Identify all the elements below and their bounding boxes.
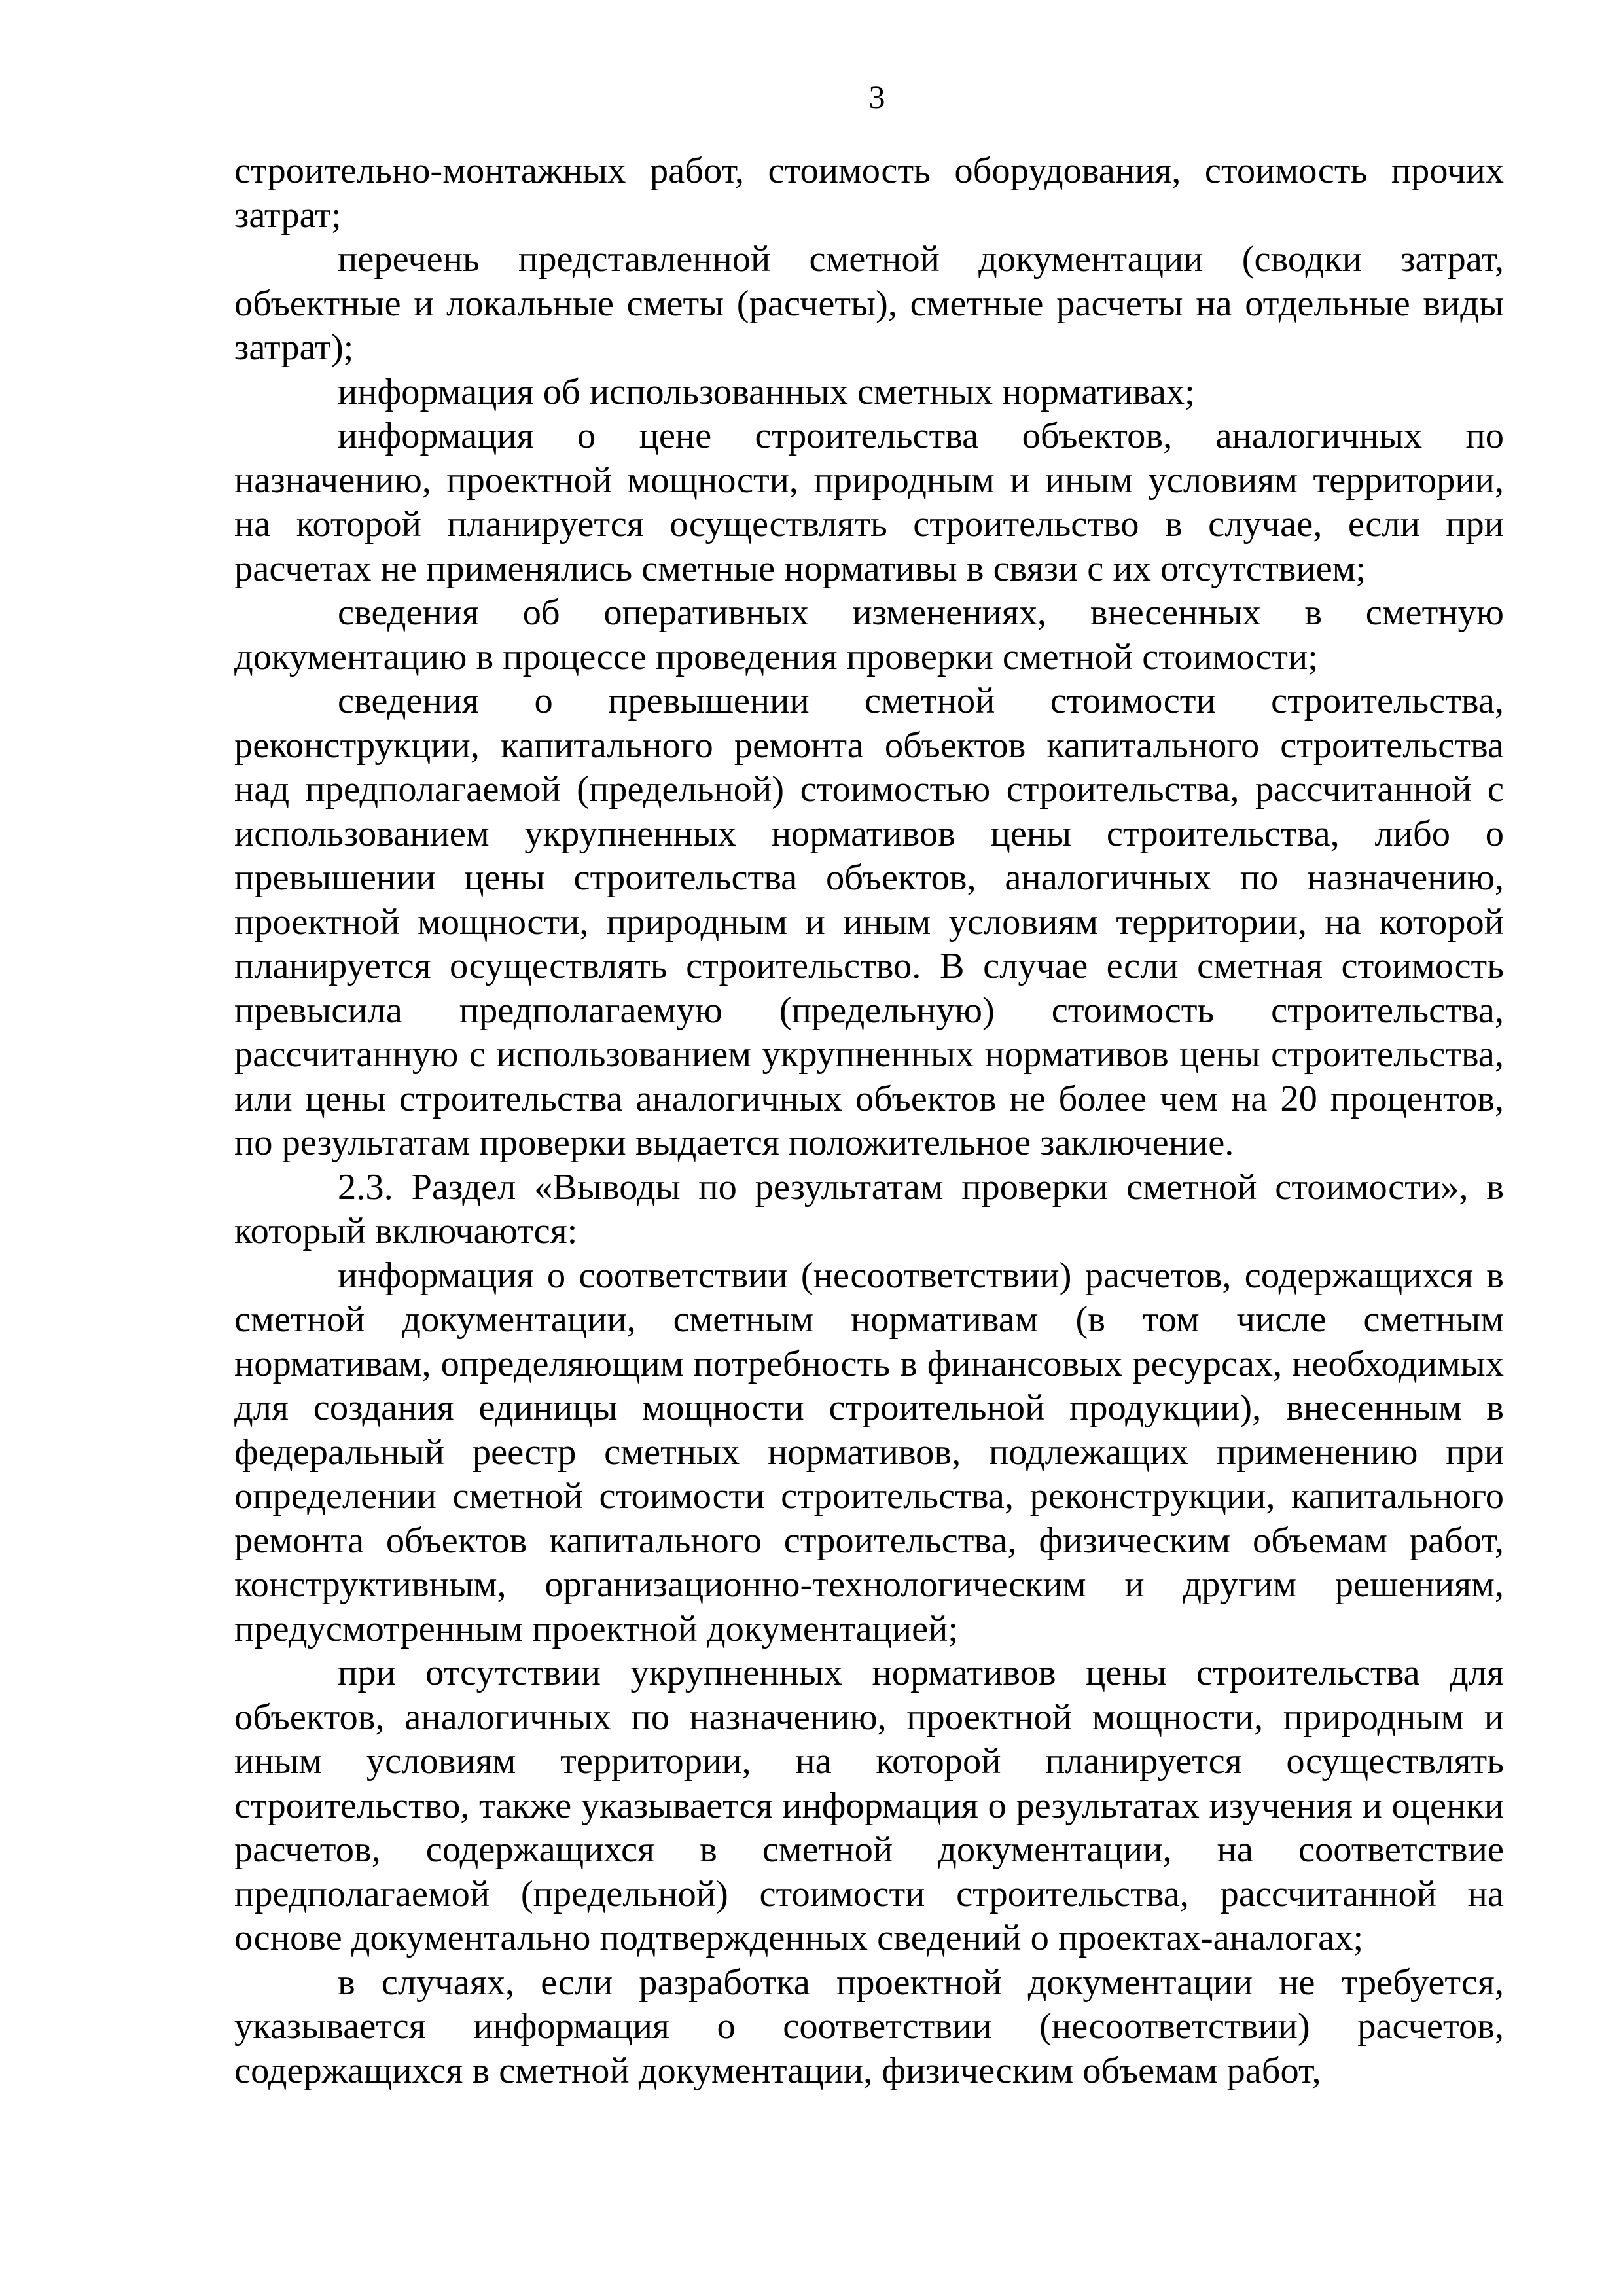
paragraph-continuation: строительно-монтажных работ, стоимость оборудования, стоимость прочих затрат; [234,151,1504,236]
paragraph: сведения об оперативных изменениях, внесенных в сметную документацию в процессе проведения проверки сметной стоимости; [234,592,1504,677]
paragraph: при отсутствии укрупненных нормативов цены строительства для объектов, аналогичных по назначению, проектной мощности, природным и иным условиям территории, на которой планируется осуществлять строительство, также указывается информация о результатах изучения и оценки расчетов, содержащихся в сметной документации, на соответствие предполагаемой (предельной) стоимости строительства, рассчитанной на основе документально подтвержденных сведений о проектах-аналогах; [234,1653,1504,1958]
page-number: 3 [868,79,885,115]
paragraph: информация о цене строительства объектов, аналогичных по назначению, проектной мощности, природным и иным условиям территории, на которой планируется осуществлять строительство в случае, если при расчетах не применялись сметные нормативы в связи с их отсутствием; [234,416,1504,589]
paragraph: перечень представленной сметной документации (сводки затрат, объектные и локальные сметы (расчеты), сметные расчеты на отдельные виды затрат); [234,239,1504,368]
document-body [234,149,1504,2093]
paragraph: информация об использованных сметных нормативах; [338,371,1195,412]
paragraph: сведения о превышении сметной стоимости строительства, реконструкции, капитального ремонта объектов капитального строительства над предполагаемой (предельной) стоимостью строительства, рассчитанной с использованием укрупненных нормативов цены строительства, либо о превышении цены строительства объектов, аналогичных по назначению, проектной мощности, природным и иным условиям территории, на которой планируется осуществлять строительство. В случае если сметная стоимость превысила предполагаемую (предельную) стоимость строительства, рассчитанную с использованием укрупненных нормативов цены строительства, или цены строительства аналогичных объектов не более чем на 20 процентов, по результатам проверки выдается положительное заключение. [234,681,1504,1163]
paragraph: в случаях, если разработка проектной документации не требуется, указывается информация о соответствии (несоответствии) расчетов, содержащихся в сметной документации, физическим объемам работ, [234,1962,1504,2091]
section-heading-paragraph: 2.3. Раздел «Выводы по результатам проверки сметной стоимости», в который включаются: [234,1166,1504,1251]
paragraph: информация о соответствии (несоответствии) расчетов, содержащихся в сметной документации, сметным нормативам (в том числе сметным нормативам, определяющим потребность в финансовых ресурсах, необходимых для создания единицы мощности строительной продукции), внесенным в федеральный реестр сметных нормативов, подлежащих применению при определении сметной стоимости строительства, реконструкции, капитального ремонта объектов капитального строительства, физическим объемам работ, конструктивным, организационно-технологическим и другим решениям, предусмотренным проектной документацией; [234,1255,1504,1649]
